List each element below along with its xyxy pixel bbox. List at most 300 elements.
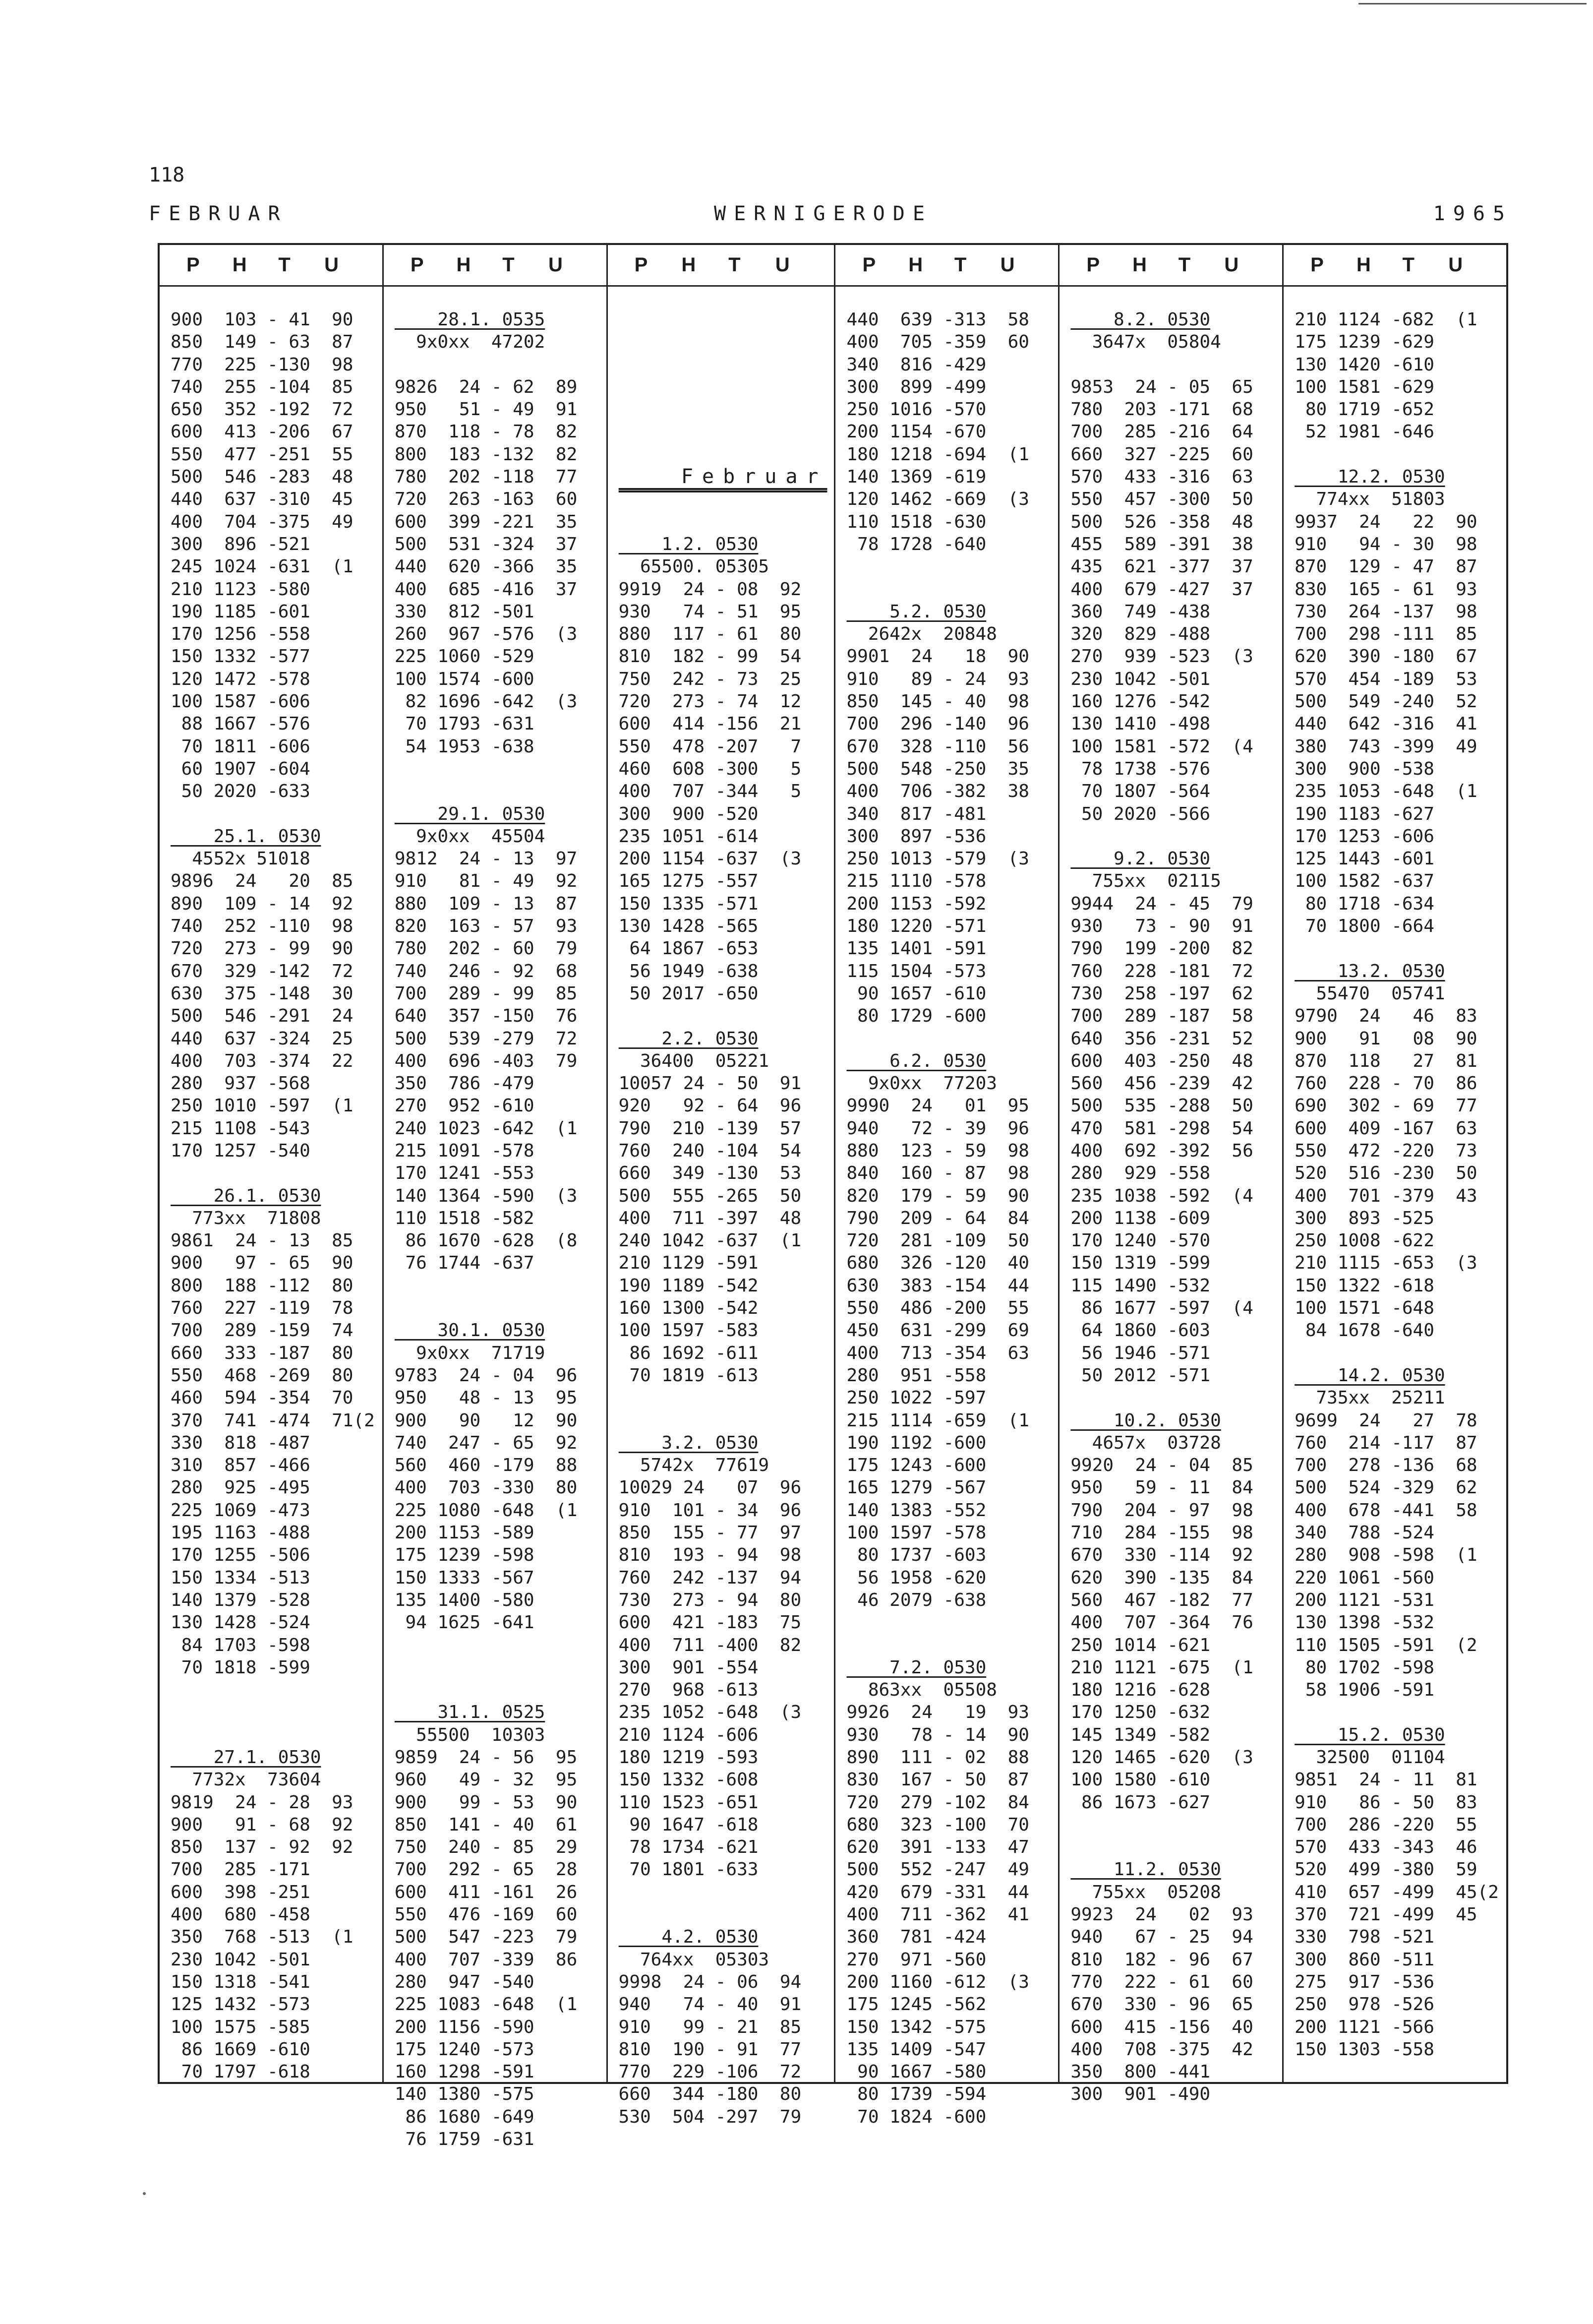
table-row: 700 296 -140 96 <box>846 714 1029 734</box>
table-row <box>619 1409 827 1432</box>
table-row: 630 383 -154 44 <box>846 1275 1029 1296</box>
column-header-label: T <box>1178 254 1191 276</box>
table-row: 64 1860 -603 <box>1070 1320 1211 1341</box>
table-row: 70 1807 -564 <box>1070 781 1211 802</box>
table-row: 735xx 25211 <box>1295 1388 1445 1408</box>
table-row: 400 707 -339 86 <box>394 1949 578 1970</box>
table-row: 210 1124 -682 (1 <box>1295 309 1477 330</box>
table-row: 720 273 - 74 12 <box>618 691 802 712</box>
table-row <box>395 1656 599 1679</box>
table-row: 210 1129 -591 <box>618 1253 759 1274</box>
table-row <box>619 488 827 510</box>
table-row: 280 951 -558 <box>846 1365 987 1386</box>
table-row: 4552x 51018 <box>171 849 310 869</box>
table-row: 830 165 - 61 93 <box>1295 579 1477 600</box>
table-row: 410 657 -499 45(2 <box>1295 1882 1499 1902</box>
table-row: 550 478 -207 7 <box>618 736 802 757</box>
table-row: 880 117 - 61 80 <box>618 624 802 645</box>
table-row: 450 631 -299 69 <box>846 1320 1029 1341</box>
table-row: 9896 24 20 85 <box>171 871 354 892</box>
table-row: 70 1800 -664 <box>1295 916 1434 937</box>
table-row: 400 711 -362 41 <box>846 1904 1029 1925</box>
column-header-label: H <box>681 254 696 276</box>
table-row: 50 2012 -571 <box>1070 1365 1211 1386</box>
table-row: 910 86 - 50 83 <box>1295 1792 1477 1813</box>
table-row: 90 1667 -580 <box>846 2062 987 2082</box>
table-row: 700 298 -111 85 <box>1295 624 1477 645</box>
table-row: 210 1115 -653 (3 <box>1295 1253 1477 1274</box>
table-row: 200 1154 -670 <box>846 422 987 442</box>
table-row: 180 1218 -694 (1 <box>846 444 1029 465</box>
table-row: 640 357 -150 76 <box>394 1006 578 1027</box>
table-row: 790 209 - 64 84 <box>846 1208 1029 1228</box>
table-row: 870 118 27 81 <box>1295 1050 1477 1071</box>
table-row: 160 1276 -542 <box>1070 691 1211 712</box>
table-row: 440 639 -313 58 <box>846 309 1029 330</box>
column-header-label: T <box>728 254 741 276</box>
table-row: 4657x 03728 <box>1070 1432 1221 1453</box>
table-row: 500 531 -324 37 <box>394 534 578 554</box>
table-row: 80 1737 -603 <box>846 1545 987 1566</box>
table-row: 940 72 - 39 96 <box>846 1118 1029 1139</box>
table-row: 86 1677 -597 (4 <box>1070 1298 1253 1319</box>
table-row: 910 101 - 34 96 <box>618 1500 802 1521</box>
table-row: 215 1110 -578 <box>846 871 987 892</box>
column-header-label: P <box>186 254 200 276</box>
table-row <box>171 1162 375 1184</box>
column-header-label: H <box>1356 254 1371 276</box>
table-row: 110 1518 -582 <box>394 1208 534 1228</box>
table-row: 235 1038 -592 (4 <box>1070 1185 1253 1206</box>
table-row: 620 391 -133 47 <box>846 1837 1029 1858</box>
table-row: 160 1298 -591 <box>394 2062 534 2082</box>
table-row: 750 240 - 85 29 <box>394 1837 578 1858</box>
month-heading: Februar <box>618 465 827 489</box>
table-row: 670 330 -114 92 <box>1070 1545 1253 1566</box>
column-header <box>608 245 834 287</box>
table-row: 150 1322 -618 <box>1295 1275 1434 1296</box>
table-row: 900 91 - 68 92 <box>171 1814 354 1835</box>
table-row: 960 49 - 32 95 <box>394 1770 578 1790</box>
table-row: 750 242 - 73 25 <box>618 669 802 689</box>
table-row: 660 344 -180 80 <box>618 2084 802 2105</box>
table-row: 550 486 -200 55 <box>846 1298 1029 1319</box>
table-row <box>395 758 599 780</box>
table-row: 175 1240 -573 <box>394 2039 534 2060</box>
table-row: 820 179 - 59 90 <box>846 1185 1029 1206</box>
table-row: 400 711 -397 48 <box>618 1208 802 1228</box>
table-row: 300 900 -520 <box>618 803 759 824</box>
table-row: 840 160 - 87 98 <box>846 1163 1029 1184</box>
table-row: 150 1335 -571 <box>618 893 759 914</box>
table-row: 220 1061 -560 <box>1295 1567 1434 1588</box>
table-row: 56 1949 -638 <box>618 961 759 981</box>
table-row: 235 1052 -648 (3 <box>618 1702 802 1723</box>
table-row: 170 1256 -558 <box>171 624 310 645</box>
table-row: 660 327 -225 60 <box>1070 444 1253 465</box>
table-row: 600 415 -156 40 <box>1070 2017 1253 2037</box>
observation-date: 6.2. 0530 <box>846 1050 987 1071</box>
table-row: 225 1060 -529 <box>394 646 534 667</box>
column-header-label: P <box>410 254 424 276</box>
table-row <box>395 354 599 376</box>
table-row: 620 390 -180 67 <box>1295 646 1477 667</box>
column-header-label: U <box>1000 254 1015 276</box>
table-row: 76 1744 -637 <box>394 1253 534 1274</box>
table-row: 86 1670 -628 (8 <box>394 1230 578 1251</box>
table-row: 730 258 -197 62 <box>1070 983 1253 1004</box>
table-row: 500 524 -329 62 <box>1295 1477 1477 1498</box>
table-row: 730 273 - 94 80 <box>618 1590 802 1610</box>
table-row: 600 409 -167 63 <box>1295 1118 1477 1139</box>
table-row: 500 539 -279 72 <box>394 1028 578 1049</box>
table-row: 400 708 -375 42 <box>1070 2039 1253 2060</box>
table-row: 115 1504 -573 <box>846 961 987 981</box>
table-row: 280 908 -598 (1 <box>1295 1545 1477 1566</box>
table-row: 60 1907 -604 <box>171 758 310 779</box>
table-row: 500 552 -247 49 <box>846 1859 1029 1880</box>
column-header-label: T <box>502 254 515 276</box>
table-row: 56 1958 -620 <box>846 1567 987 1588</box>
table-row: 850 137 - 92 92 <box>171 1837 354 1858</box>
table-row: 910 89 - 24 93 <box>846 669 1029 689</box>
table-row: 210 1121 -675 (1 <box>1070 1657 1253 1678</box>
table-row: 70 1818 -599 <box>171 1657 310 1678</box>
table-row: 600 403 -250 48 <box>1070 1050 1253 1071</box>
table-row <box>619 331 827 353</box>
table-row: 94 1625 -641 <box>394 1612 534 1633</box>
table-row <box>619 398 827 421</box>
observation-date: 27.1. 0530 <box>171 1747 321 1768</box>
table-row: 810 182 - 99 54 <box>618 646 802 667</box>
table-row: 550 472 -220 73 <box>1295 1140 1477 1161</box>
table-row: 870 129 - 47 87 <box>1295 556 1477 577</box>
table-row <box>1295 937 1499 960</box>
table-row <box>171 1679 375 1701</box>
table-row: 500 555 -265 50 <box>618 1185 802 1206</box>
observation-date: 2.2. 0530 <box>618 1028 759 1049</box>
column-header-label: P <box>1086 254 1100 276</box>
table-row <box>1070 1836 1275 1858</box>
table-row: 550 457 -300 50 <box>1070 489 1253 510</box>
table-row <box>619 511 827 533</box>
table-row: 720 281 -109 50 <box>846 1230 1029 1251</box>
table-row: 200 1153 -589 <box>394 1523 534 1543</box>
table-row: 810 190 - 91 77 <box>618 2039 802 2060</box>
table-row: 863xx 05508 <box>846 1680 997 1701</box>
table-row: 50 2017 -650 <box>618 983 759 1004</box>
table-row: 720 263 -163 60 <box>394 489 578 510</box>
table-row: 330 818 -487 <box>171 1432 310 1453</box>
table-row: 780 203 -171 68 <box>1070 399 1253 420</box>
table-row: 70 1801 -633 <box>618 1859 759 1880</box>
table-row: 600 411 -161 26 <box>394 1882 578 1902</box>
table-row: 9923 24 02 93 <box>1070 1904 1253 1925</box>
table-row: 640 356 -231 52 <box>1070 1028 1253 1049</box>
table-row: 470 581 -298 54 <box>1070 1118 1253 1139</box>
table-row: 150 1319 -599 <box>1070 1253 1211 1274</box>
table-column <box>160 245 382 2082</box>
top-edge-mark <box>1358 3 1587 4</box>
table-row: 86 1680 -649 <box>394 2106 534 2127</box>
table-row: 100 1597 -583 <box>618 1320 759 1341</box>
table-row: 215 1091 -578 <box>394 1140 534 1161</box>
table-row: 200 1121 -531 <box>1295 1590 1434 1610</box>
table-row: 165 1279 -567 <box>846 1477 987 1498</box>
table-row: 200 1121 -566 <box>1295 2017 1434 2037</box>
table-row <box>846 1634 1051 1656</box>
table-row: 790 204 - 97 98 <box>1070 1500 1253 1521</box>
table-row: 370 721 -499 45 <box>1295 1904 1477 1925</box>
table-row: 240 1023 -642 (1 <box>394 1118 578 1139</box>
table-row <box>395 1297 599 1319</box>
table-row: 500 547 -223 79 <box>394 1927 578 1948</box>
table-row: 235 1051 -614 <box>618 826 759 847</box>
table-row: 190 1189 -542 <box>618 1275 759 1296</box>
table-row: 9699 24 27 78 <box>1295 1410 1477 1431</box>
table-row: 690 302 - 69 77 <box>1295 1096 1477 1116</box>
table-row <box>171 1701 375 1723</box>
table-row: 150 1303 -558 <box>1295 2039 1434 2060</box>
column-header <box>835 245 1058 287</box>
table-row: 870 118 - 78 82 <box>394 422 578 442</box>
table-row: 520 499 -380 59 <box>1295 1859 1477 1880</box>
table-row: 9859 24 - 56 95 <box>394 1747 578 1768</box>
table-row: 560 460 -179 88 <box>394 1455 578 1476</box>
table-row: 500 535 -288 50 <box>1070 1096 1253 1116</box>
column-header-label: P <box>1310 254 1324 276</box>
table-row: 700 289 -159 74 <box>171 1320 354 1341</box>
table-row: 200 1138 -609 <box>1070 1208 1211 1228</box>
table-row: 2642x 20848 <box>846 624 997 645</box>
table-row: 764xx 05303 <box>618 1949 769 1970</box>
observation-date: 4.2. 0530 <box>618 1927 759 1948</box>
table-row <box>1295 1701 1499 1723</box>
table-row: 90 1657 -610 <box>846 983 987 1004</box>
table-row: 190 1185 -601 <box>171 601 310 622</box>
column-header-label: H <box>908 254 923 276</box>
table-row <box>619 443 827 466</box>
observation-date: 7.2. 0530 <box>846 1657 987 1678</box>
table-row: 310 857 -466 <box>171 1455 310 1476</box>
table-row: 130 1410 -498 <box>1070 714 1211 734</box>
table-row: 7732x 73604 <box>171 1770 321 1790</box>
observation-date: 1.2. 0530 <box>618 534 759 554</box>
table-column <box>606 245 834 2127</box>
table-row: 100 1581 -629 <box>1295 376 1434 397</box>
table-row: 110 1523 -651 <box>618 1792 759 1813</box>
table-row: 250 978 -526 <box>1295 1994 1434 2015</box>
table-row: 235 1053 -648 (1 <box>1295 781 1477 802</box>
table-row: 740 252 -110 98 <box>171 916 354 937</box>
table-row: 910 94 - 30 98 <box>1295 534 1477 554</box>
table-row: 9920 24 - 04 85 <box>1070 1455 1253 1476</box>
table-row: 140 1383 -552 <box>846 1500 987 1521</box>
table-row: 270 971 -560 <box>846 1949 987 1970</box>
table-row: 800 188 -112 80 <box>171 1275 354 1296</box>
data-table <box>158 243 1508 2150</box>
table-row <box>619 421 827 443</box>
table-row: 250 1013 -579 (3 <box>846 849 1029 869</box>
table-row: 135 1400 -580 <box>394 1590 534 1610</box>
table-row: 340 788 -524 <box>1295 1523 1434 1543</box>
observation-date: 29.1. 0530 <box>394 803 545 824</box>
table-row: 180 1216 -628 <box>1070 1680 1211 1701</box>
table-row: 650 352 -192 72 <box>171 399 354 420</box>
table-row: 100 1571 -648 <box>1295 1298 1434 1319</box>
header-station: WERNIGERODE <box>714 202 933 225</box>
table-row: 560 456 -239 42 <box>1070 1073 1253 1094</box>
table-row: 84 1703 -598 <box>171 1635 310 1655</box>
table-row: 180 1220 -571 <box>846 916 987 937</box>
table-row: 670 330 - 96 65 <box>1070 1994 1253 2015</box>
table-row <box>171 1724 375 1746</box>
table-row: 80 1729 -600 <box>846 1006 987 1027</box>
table-row: 125 1443 -601 <box>1295 849 1434 869</box>
table-row: 215 1108 -543 <box>171 1118 310 1139</box>
table-row: 810 193 - 94 98 <box>618 1545 802 1566</box>
table-row: 400 707 -344 5 <box>618 781 802 802</box>
table-row: 600 414 -156 21 <box>618 714 802 734</box>
observation-date: 9.2. 0530 <box>1070 849 1211 869</box>
table-row: 70 1819 -613 <box>618 1365 759 1386</box>
table-row <box>846 578 1051 601</box>
table-row: 340 817 -481 <box>846 803 987 824</box>
column-header-label: U <box>1448 254 1463 276</box>
table-row <box>1070 825 1275 848</box>
table-row: 100 1581 -572 (4 <box>1070 736 1253 757</box>
table-row: 170 1253 -606 <box>1295 826 1434 847</box>
table-row: 170 1257 -540 <box>171 1140 310 1161</box>
table-row: 500 548 -250 35 <box>846 758 1029 779</box>
column-header <box>1284 245 1506 287</box>
table-row: 250 1022 -597 <box>846 1388 987 1408</box>
table-row: 170 1255 -506 <box>171 1545 310 1566</box>
table-row: 400 678 -441 58 <box>1295 1500 1477 1521</box>
table-row: 54 1953 -638 <box>394 736 534 757</box>
table-row <box>171 803 375 825</box>
observation-date: 14.2. 0530 <box>1295 1365 1445 1386</box>
table-row: 420 679 -331 44 <box>846 1882 1029 1902</box>
table-row: 600 398 -251 <box>171 1882 310 1902</box>
table-row: 9998 24 - 06 94 <box>618 1971 802 1992</box>
table-row: 70 1793 -631 <box>394 714 534 734</box>
table-row: 55470 05741 <box>1295 983 1445 1004</box>
table-row: 435 621 -377 37 <box>1070 556 1253 577</box>
table-row: 400 696 -403 79 <box>394 1050 578 1071</box>
table-row: 700 285 -216 64 <box>1070 422 1253 442</box>
column-body <box>608 287 834 2128</box>
table-row: 760 228 -181 72 <box>1070 961 1253 981</box>
table-row: 9901 24 18 90 <box>846 646 1029 667</box>
table-row: 900 91 08 90 <box>1295 1028 1477 1049</box>
table-row: 130 1398 -532 <box>1295 1612 1434 1633</box>
table-row: 400 680 -458 <box>171 1904 310 1925</box>
table-row: 170 1240 -570 <box>1070 1230 1211 1251</box>
table-row: 78 1728 -640 <box>846 534 987 554</box>
table-row: 560 467 -182 77 <box>1070 1590 1253 1610</box>
table-row: 400 704 -375 49 <box>171 511 354 532</box>
table-row: 455 589 -391 38 <box>1070 534 1253 554</box>
table-row: 130 1420 -610 <box>1295 354 1434 375</box>
table-row: 9x0xx 47202 <box>394 332 545 353</box>
table-row: 300 899 -499 <box>846 376 987 397</box>
table-row <box>1070 1387 1275 1409</box>
table-row: 9812 24 - 13 97 <box>394 849 578 869</box>
table-row: 440 637 -324 25 <box>171 1028 354 1049</box>
table-row: 200 1160 -612 (3 <box>846 1971 1029 1992</box>
table-row: 80 1739 -594 <box>846 2084 987 2105</box>
table-row: 100 1597 -578 <box>846 1523 987 1543</box>
table-row: 520 516 -230 50 <box>1295 1163 1477 1184</box>
table-row: 160 1300 -542 <box>618 1298 759 1319</box>
table-row: 46 2079 -638 <box>846 1590 987 1610</box>
table-column <box>1282 245 1506 2082</box>
table-row <box>1070 1814 1275 1836</box>
table-row: 150 1334 -513 <box>171 1567 310 1588</box>
table-row <box>619 1881 827 1903</box>
column-body <box>1060 287 1282 2106</box>
table-row <box>619 354 827 376</box>
table-row: 755xx 05208 <box>1070 1882 1221 1902</box>
table-row: 740 246 - 92 68 <box>394 961 578 981</box>
column-header-label: U <box>1224 254 1239 276</box>
observation-date: 15.2. 0530 <box>1295 1724 1445 1745</box>
table-row: 82 1696 -642 (3 <box>394 691 578 712</box>
column-header-label: T <box>954 254 967 276</box>
table-row <box>1070 354 1275 376</box>
table-row: 78 1738 -576 <box>1070 758 1211 779</box>
table-row: 774xx 51803 <box>1295 489 1445 510</box>
table-row: 780 202 -118 77 <box>394 467 578 488</box>
table-row: 760 242 -137 94 <box>618 1567 802 1588</box>
table-row: 760 228 - 70 86 <box>1295 1073 1477 1094</box>
table-row <box>395 1634 599 1656</box>
table-row: 280 947 -540 <box>394 1971 534 1992</box>
table-row: 9790 24 46 83 <box>1295 1006 1477 1027</box>
table-row: 9783 24 - 04 96 <box>394 1365 578 1386</box>
table-row: 950 48 - 13 95 <box>394 1388 578 1408</box>
table-row: 500 546 -283 48 <box>171 467 354 488</box>
table-row: 710 284 -155 98 <box>1070 1523 1253 1543</box>
observation-date: 5.2. 0530 <box>846 601 987 622</box>
table-row: 460 608 -300 5 <box>618 758 802 779</box>
table-row: 195 1163 -488 <box>171 1523 310 1543</box>
table-row: 900 103 - 41 90 <box>171 309 354 330</box>
table-row: 120 1465 -620 (3 <box>1070 1747 1253 1768</box>
table-row <box>1295 443 1499 466</box>
table-row: 180 1219 -593 <box>618 1747 759 1768</box>
table-row: 300 893 -525 <box>1295 1208 1434 1228</box>
table-row: 9861 24 - 13 85 <box>171 1230 354 1251</box>
table-row: 730 264 -137 98 <box>1295 601 1477 622</box>
table-row: 50 2020 -633 <box>171 781 310 802</box>
table-row: 820 163 - 57 93 <box>394 916 578 937</box>
table-row: 890 109 - 14 92 <box>171 893 354 914</box>
table-row: 670 329 -142 72 <box>171 961 354 981</box>
table-row: 370 741 -474 71(2 <box>171 1410 375 1431</box>
table-row: 940 67 - 25 94 <box>1070 1927 1253 1948</box>
table-row: 700 278 -136 68 <box>1295 1455 1477 1476</box>
table-row: 200 1153 -592 <box>846 893 987 914</box>
table-row: 9x0xx 45504 <box>394 826 545 847</box>
table-row: 80 1719 -652 <box>1295 399 1434 420</box>
column-body <box>835 287 1058 2128</box>
column-header-label: P <box>634 254 648 276</box>
column-header-label: U <box>548 254 563 276</box>
table-row: 280 937 -568 <box>171 1073 310 1094</box>
table-row: 225 1080 -648 (1 <box>394 1500 578 1521</box>
